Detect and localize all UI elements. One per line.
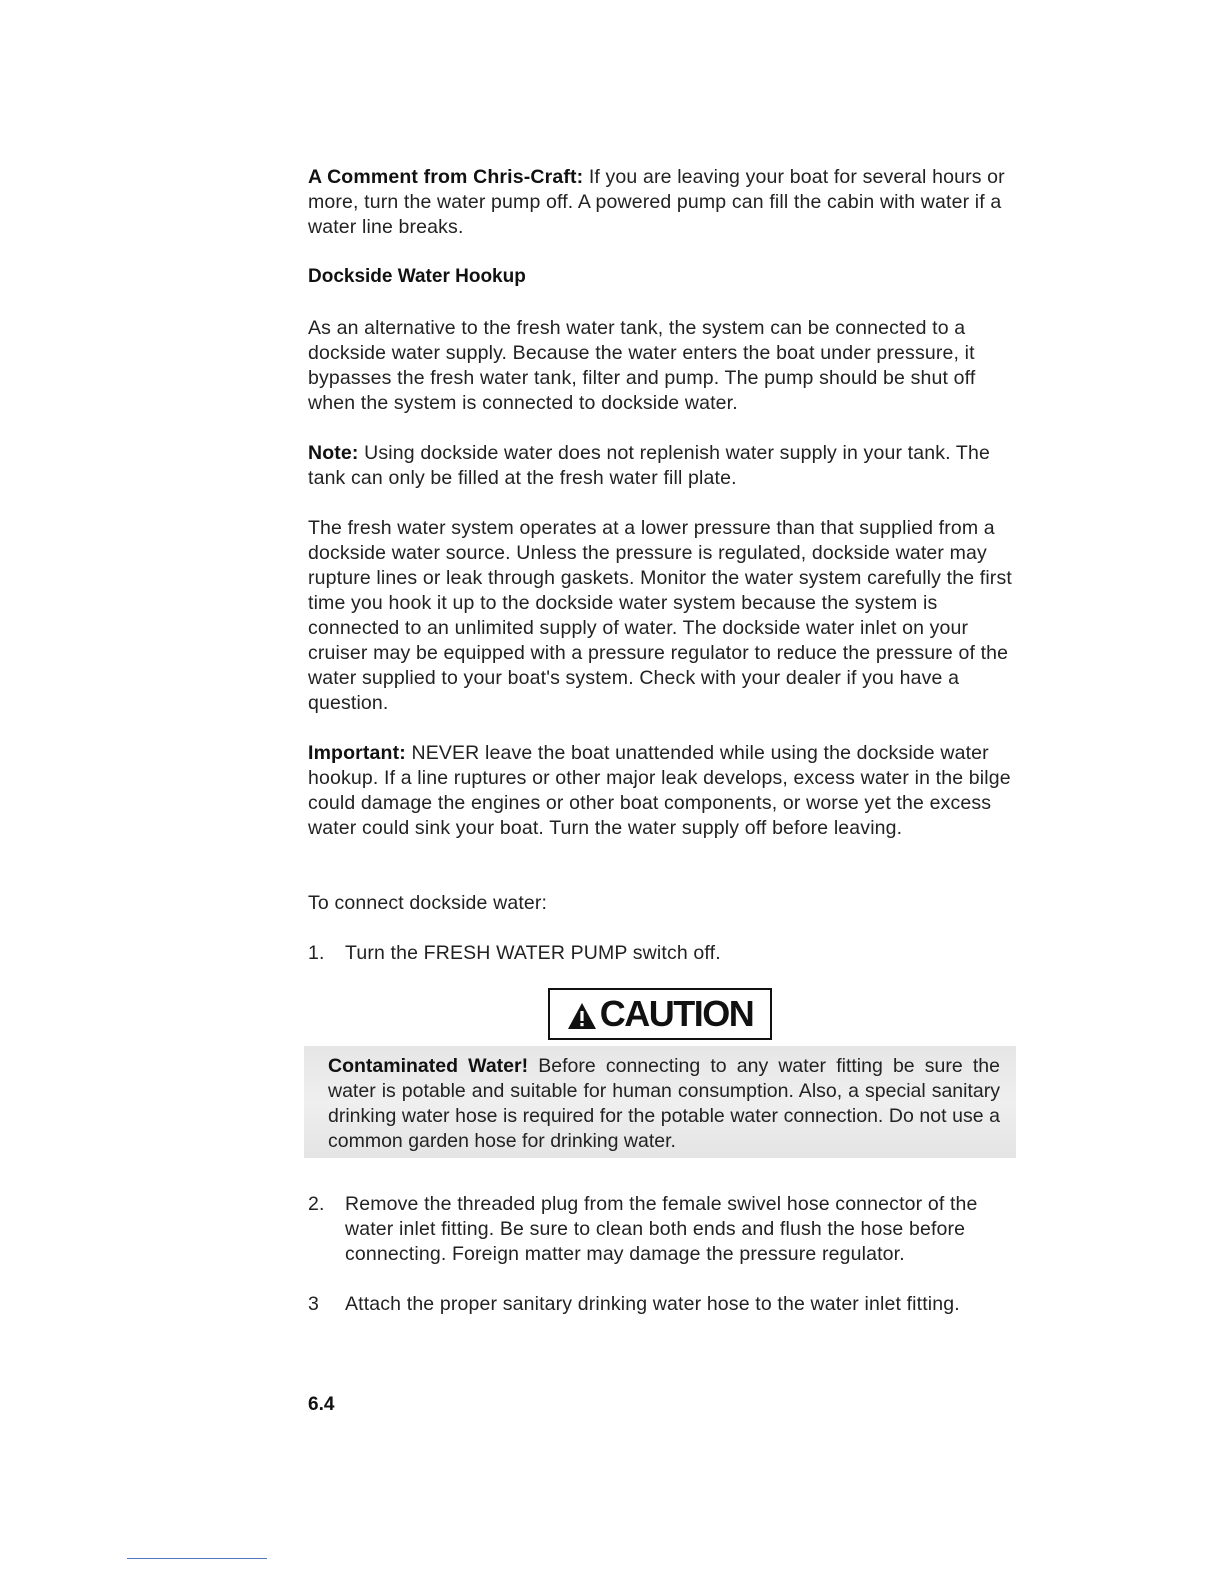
warning-triangle-icon [567, 1002, 597, 1030]
important-text: NEVER leave the boat unattended while using the dockside water hookup. If a line ruptures or other major leak develops, excess water in the bilge could damage the engines or other boat components, or worse yet the excess water could sink your boat. Turn the water supply off before leaving. [308, 742, 1011, 839]
caution-body: Before connecting to any water fitting be sure the water is potable and suitable for human consumption. Also, a special sanitary drinking water hose is required for the potable water connection. Do not use a common garden hose for drinking water. [328, 1055, 1000, 1152]
comment-text: If you are leaving your boat for several hours or more, turn the water pump off. A powered pump can fill the cabin with water if a water line breaks. [308, 166, 1005, 238]
step-number: 1. [308, 942, 325, 964]
page-number: 6.4 [308, 1394, 335, 1415]
caution-banner [548, 988, 772, 1040]
note-text: Using dockside water does not replenish water supply in your tank. The tank can only be filled at the fresh water fill plate. [308, 442, 990, 489]
note-paragraph [308, 441, 1023, 491]
connect-intro: To connect dockside water: [308, 892, 548, 914]
step-number: 2. [308, 1193, 325, 1215]
caution-lead: Contaminated Water! [328, 1055, 529, 1077]
pressure-paragraph: The fresh water system operates at a lower pressure than that supplied from a dockside water source. Unless the pressure is regulated, dockside water may rupture lines or leak through gaskets. Monitor the water system carefully the first time you hook it up to the dockside water system because the system is connected to an unlimited supply of water. The dockside water inlet on your cruiser may be equipped with a pressure regulator to reduce the pressure of the water supplied to your boat's system. Check with your dealer if you have a question. [308, 517, 1012, 714]
footer-rule [127, 1558, 267, 1559]
caution-message [328, 1054, 1000, 1154]
step-text: Attach the proper sanitary drinking water hose to the water inlet fitting. [345, 1293, 960, 1315]
section-heading: Dockside Water Hookup [308, 266, 526, 287]
important-lead: Important: [308, 742, 406, 764]
step-text: Turn the FRESH WATER PUMP switch off. [345, 942, 721, 964]
caution-label: CAUTION [599, 993, 754, 1034]
important-paragraph [308, 741, 1023, 841]
intro-paragraph: As an alternative to the fresh water tank, the system can be connected to a dockside water supply. Because the water enters the boat under pressure, it bypasses the fresh water tank, filter and pump. The pump should be shut off when the system is connected to dockside water. [308, 317, 976, 414]
step-text: Remove the threaded plug from the female swivel hose connector of the water inlet fitting. Be sure to clean both ends and flush the hose before connecting. Foreign matter may damage the pressure regulator. [345, 1193, 978, 1265]
comment-lead: A Comment from Chris-Craft: [308, 166, 584, 188]
note-lead: Note: [308, 442, 359, 464]
step-number: 3 [308, 1293, 319, 1315]
chris-craft-comment [308, 165, 1023, 240]
